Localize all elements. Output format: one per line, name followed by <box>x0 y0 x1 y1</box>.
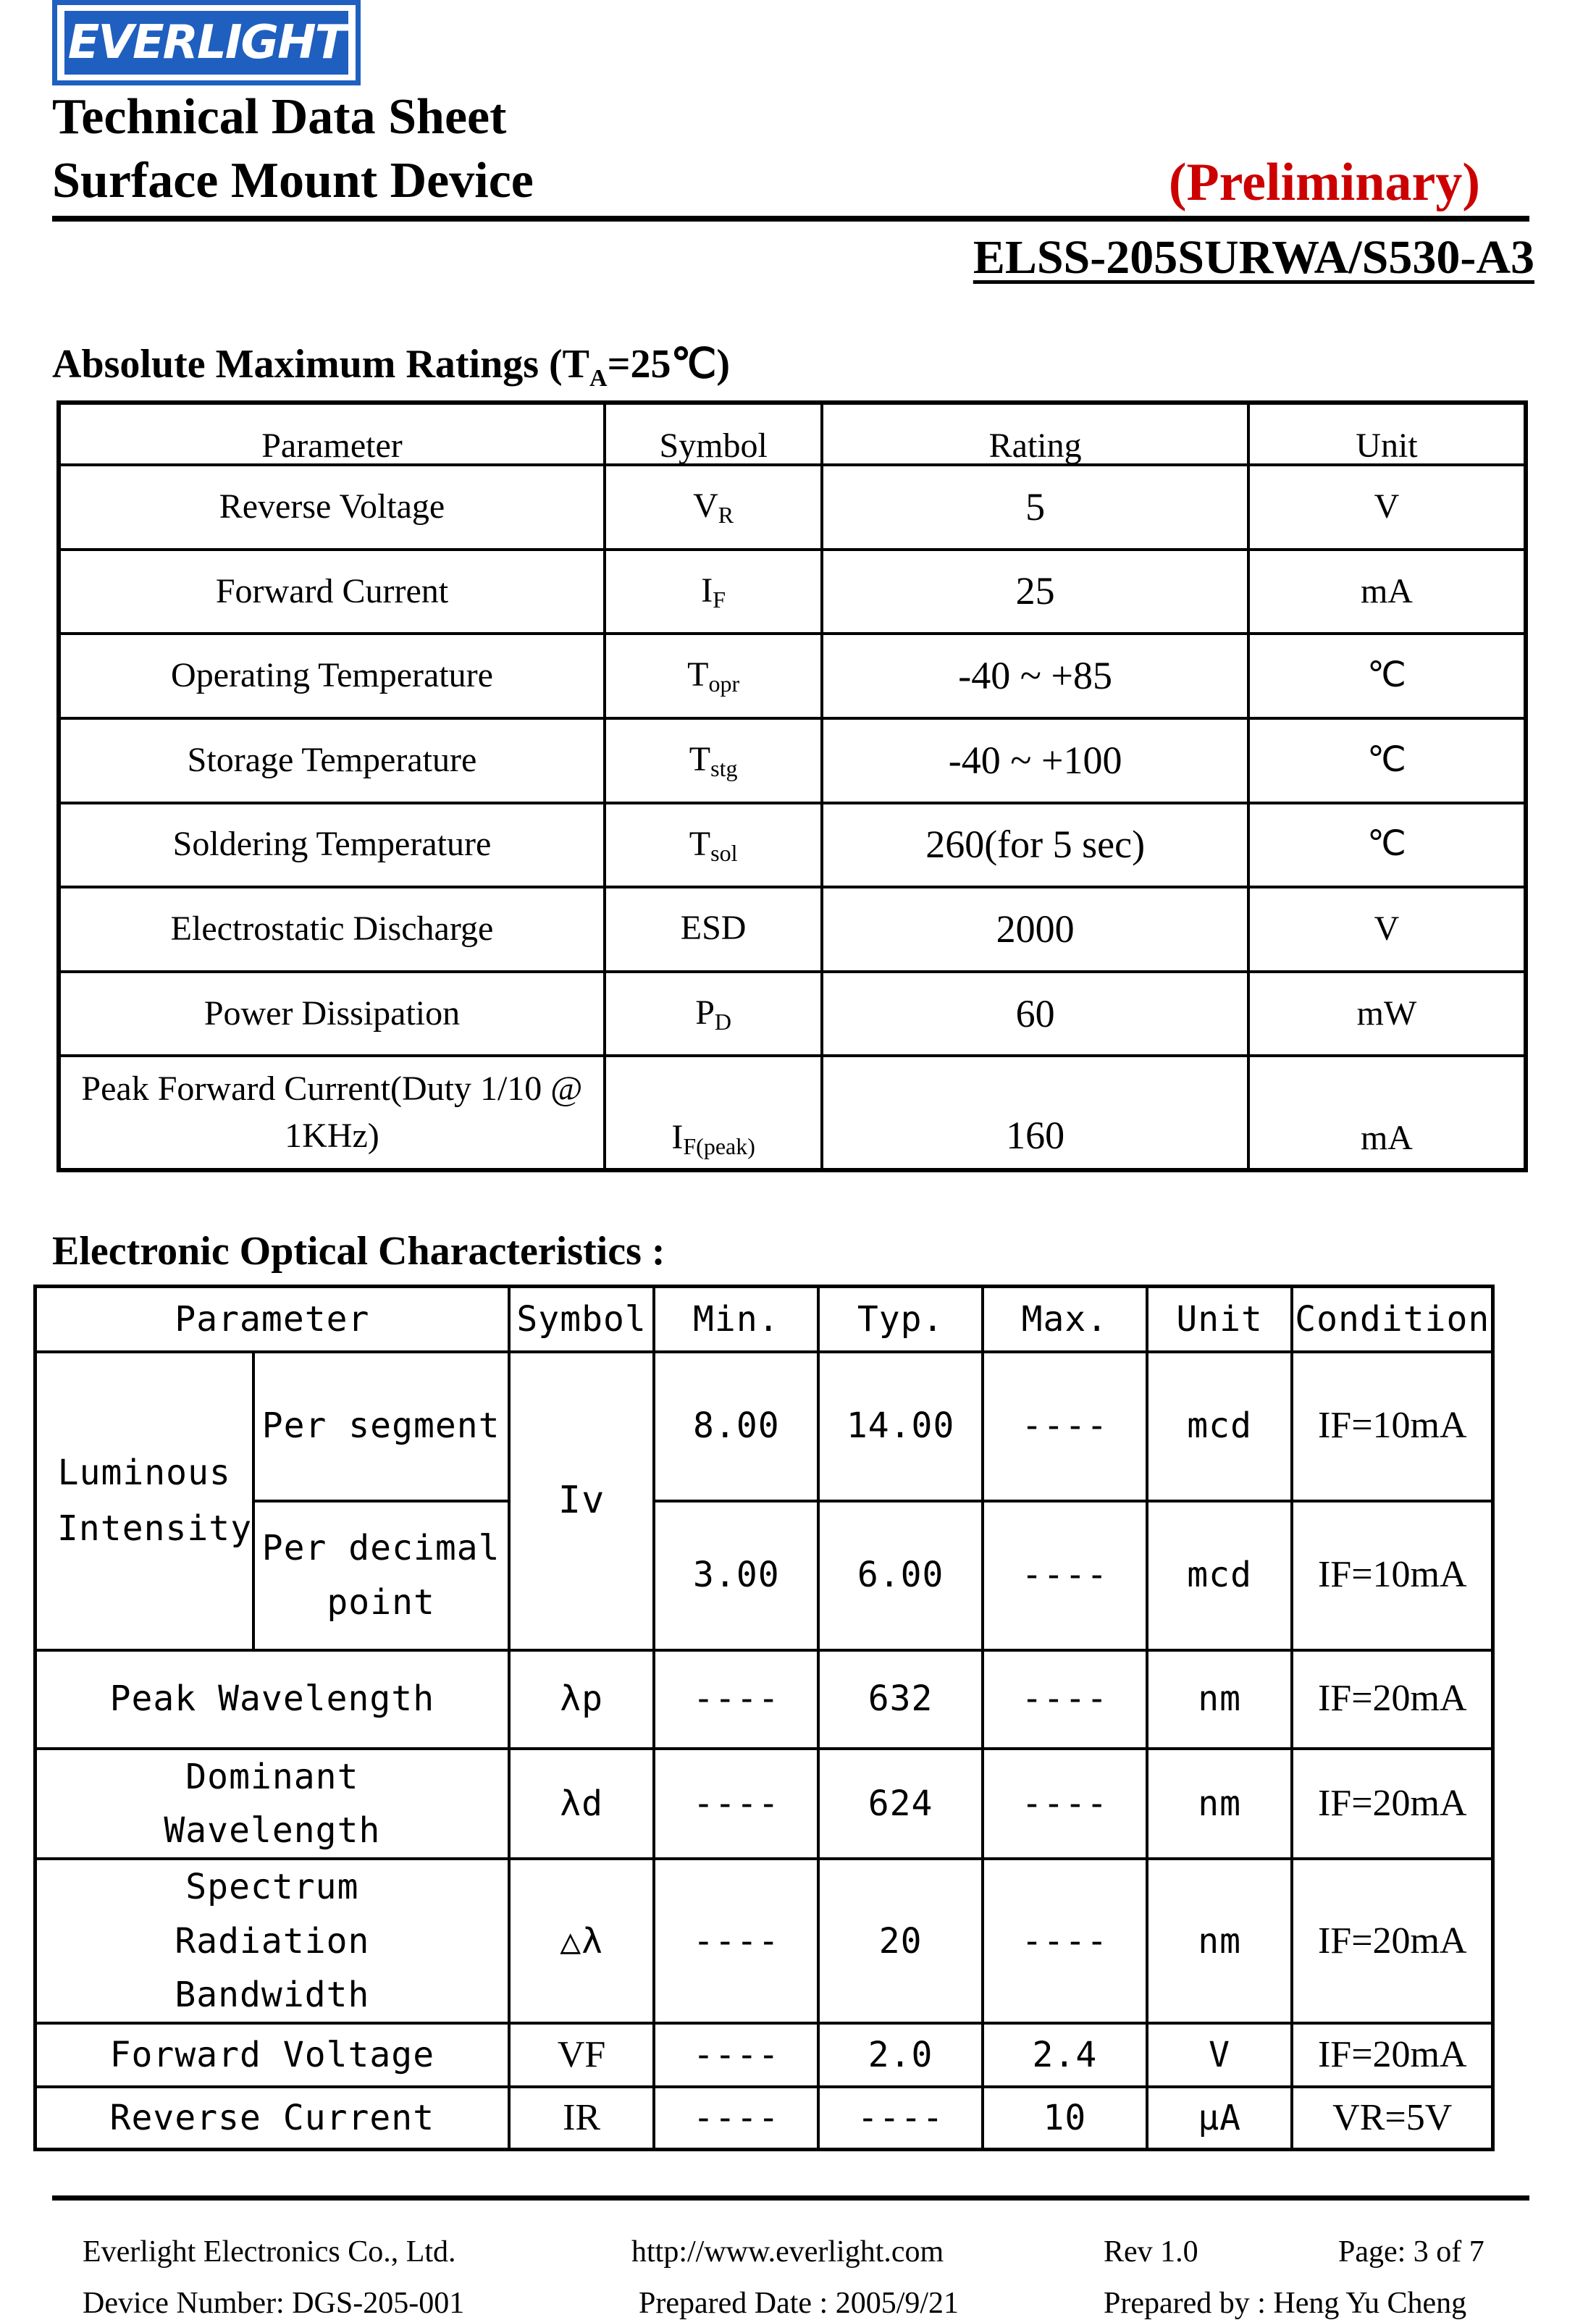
optical-title: Electronic Optical Characteristics : <box>52 1229 665 1274</box>
rating-cell: 160 <box>822 1056 1248 1170</box>
parameter-cell: Soldering Temperature <box>59 803 605 888</box>
typ-cell: ---- <box>818 2087 983 2149</box>
symbol-main: V <box>693 487 718 526</box>
header-parameter: Parameter <box>35 1287 509 1352</box>
parameter-cell: Forward Voltage <box>35 2023 509 2087</box>
min-cell: 3.00 <box>654 1501 818 1650</box>
rating-cell: 60 <box>822 972 1248 1056</box>
unit-cell: mA <box>1248 550 1526 634</box>
header-symbol: Symbol <box>605 403 822 465</box>
header-parameter: Parameter <box>59 403 605 465</box>
document-title-line1: Technical Data Sheet <box>52 89 507 145</box>
header-max: Max. <box>983 1287 1147 1352</box>
rating-cell: 2000 <box>822 887 1248 972</box>
symbol-main: I <box>671 1117 684 1156</box>
typ-cell: 20 <box>818 1859 983 2023</box>
symbol-cell <box>605 550 822 634</box>
table-row <box>59 465 1526 550</box>
min-cell: ---- <box>654 2087 818 2149</box>
parameter-cell: Reverse Voltage <box>59 465 605 550</box>
parameter-cell: Forward Current <box>59 550 605 634</box>
symbol-main: T <box>687 655 709 694</box>
condition-cell: IF=20mA <box>1292 1749 1492 1859</box>
unit-cell: mA <box>1248 1056 1526 1170</box>
table-row <box>35 1749 1493 1859</box>
symbol-main: ESD <box>680 909 747 948</box>
luminous-row <box>35 1352 1493 1501</box>
condition-cell: IF=20mA <box>1292 2023 1492 2087</box>
symbol-sub: F <box>713 586 726 613</box>
header-unit: Unit <box>1147 1287 1293 1352</box>
symbol-cell <box>605 1056 822 1170</box>
unit-cell: V <box>1248 465 1526 550</box>
symbol-cell: VF <box>509 2023 655 2087</box>
table-row <box>59 1056 1526 1170</box>
header-min: Min. <box>654 1287 818 1352</box>
condition-cell: VR=5V <box>1292 2087 1492 2149</box>
luminous-row <box>35 1501 1493 1650</box>
rating-cell: 5 <box>822 465 1248 550</box>
unit-cell: nm <box>1147 1859 1293 2023</box>
symbol-main: T <box>689 824 711 863</box>
parameter-cell: Power Dissipation <box>59 972 605 1056</box>
unit-cell: ℃ <box>1248 803 1526 888</box>
rating-cell: -40 ~ +85 <box>822 634 1248 718</box>
typ-cell: 14.00 <box>818 1352 983 1501</box>
symbol-cell <box>605 465 822 550</box>
absolute-max-table <box>56 400 1528 1172</box>
condition-cell: IF=20mA <box>1292 1650 1492 1749</box>
symbol-sub: R <box>718 502 734 529</box>
rating-cell: -40 ~ +100 <box>822 718 1248 803</box>
symbol-cell <box>605 634 822 718</box>
table-row <box>59 718 1526 803</box>
footer-device-number: Device Number: DGS-205-001 <box>83 2287 465 2320</box>
symbol-cell: λd <box>509 1749 655 1859</box>
max-cell: 10 <box>983 2087 1147 2149</box>
header-symbol: Symbol <box>509 1287 655 1352</box>
parameter-cell: Reverse Current <box>35 2087 509 2149</box>
typ-cell: 2.0 <box>818 2023 983 2087</box>
min-cell: ---- <box>654 1650 818 1749</box>
unit-cell: mW <box>1248 972 1526 1056</box>
absolute-max-header-row <box>59 403 1526 465</box>
footer-prepared-by: Prepared by : Heng Yu Cheng <box>1104 2287 1467 2320</box>
unit-cell: ℃ <box>1248 718 1526 803</box>
max-cell: ---- <box>983 1749 1147 1859</box>
typ-cell: 624 <box>818 1749 983 1859</box>
everlight-logo <box>52 0 361 85</box>
parameter-cell: Peak Wavelength <box>35 1650 509 1749</box>
logo-box <box>64 11 348 75</box>
table-row <box>59 634 1526 718</box>
unit-cell: μA <box>1147 2087 1293 2149</box>
min-cell: ---- <box>654 1749 818 1859</box>
max-cell: 2.4 <box>983 2023 1147 2087</box>
table-row <box>35 1859 1493 2023</box>
parameter-cell: Operating Temperature <box>59 634 605 718</box>
condition-cell: IF=10mA <box>1292 1352 1492 1501</box>
condition-cell: IF=20mA <box>1292 1859 1492 2023</box>
symbol-sub: D <box>714 1009 732 1035</box>
condition-cell: IF=10mA <box>1292 1501 1492 1650</box>
min-cell: 8.00 <box>654 1352 818 1501</box>
header-condition: Condition <box>1292 1287 1492 1352</box>
unit-cell: nm <box>1147 1749 1293 1859</box>
parameter-cell: Electrostatic Discharge <box>59 887 605 972</box>
optical-table <box>33 1285 1495 2151</box>
symbol-cell: Iv <box>509 1352 655 1650</box>
symbol-cell: λp <box>509 1650 655 1749</box>
symbol-cell: △λ <box>509 1859 655 2023</box>
unit-cell: V <box>1147 2023 1293 2087</box>
symbol-cell <box>605 718 822 803</box>
symbol-cell <box>605 803 822 888</box>
symbol-cell: IR <box>509 2087 655 2149</box>
table-row <box>35 1650 1493 1749</box>
unit-cell: V <box>1248 887 1526 972</box>
footer-page: Page: 3 of 7 <box>1338 2235 1484 2269</box>
absolute-max-title: Absolute Maximum Ratings $(T_A=25℃)$ <box>52 342 731 392</box>
typ-cell: 6.00 <box>818 1501 983 1650</box>
footer-rule <box>52 2195 1529 2201</box>
optical-header-row <box>35 1287 1493 1352</box>
max-cell: ---- <box>983 1650 1147 1749</box>
header-unit: Unit <box>1248 403 1526 465</box>
footer-company: Everlight Electronics Co., Ltd. <box>83 2235 456 2269</box>
table-row <box>59 803 1526 888</box>
parameter-cell: Storage Temperature <box>59 718 605 803</box>
typ-cell: 632 <box>818 1650 983 1749</box>
min-cell: ---- <box>654 1859 818 2023</box>
parameter-cell: Spectrum Radiation Bandwidth <box>35 1859 509 2023</box>
header-rating: Rating <box>822 403 1248 465</box>
rating-cell: 25 <box>822 550 1248 634</box>
rating-cell: 260(for 5 sec) <box>822 803 1248 888</box>
min-cell: ---- <box>654 2023 818 2087</box>
parameter-cell: Dominant Wavelength <box>35 1749 509 1859</box>
symbol-sub: opr <box>708 671 740 697</box>
symbol-cell <box>605 972 822 1056</box>
parameter-cell: Peak Forward Current(Duty 1/10 @ 1KHz) <box>59 1056 605 1170</box>
unit-cell: ℃ <box>1248 634 1526 718</box>
symbol-sub: F(peak) <box>683 1132 755 1159</box>
header-rule <box>52 216 1529 222</box>
max-cell: ---- <box>983 1352 1147 1501</box>
luminous-sub-label: Per segment <box>253 1352 509 1501</box>
preliminary-status: (Preliminary) <box>1168 153 1480 212</box>
max-cell: ---- <box>983 1859 1147 2023</box>
luminous-intensity-label: Luminous Intensity <box>35 1352 253 1650</box>
symbol-sub: sol <box>710 839 738 866</box>
logo-text: EVERLIGHT <box>67 16 345 70</box>
unit-cell: mcd <box>1147 1352 1293 1501</box>
table-row <box>35 2087 1493 2149</box>
footer-url[interactable]: http://www.everlight.com <box>631 2235 944 2269</box>
document-title-line2: Surface Mount Device <box>52 153 534 209</box>
symbol-cell <box>605 887 822 972</box>
symbol-main: I <box>701 571 713 610</box>
luminous-sub-label: Per decimal point <box>253 1501 509 1650</box>
table-row <box>59 972 1526 1056</box>
unit-cell: nm <box>1147 1650 1293 1749</box>
max-cell: ---- <box>983 1501 1147 1650</box>
footer-prepared-date: Prepared Date : 2005/9/21 <box>639 2287 959 2320</box>
table-row <box>35 2023 1493 2087</box>
header-typ: Typ. <box>818 1287 983 1352</box>
unit-cell: mcd <box>1147 1501 1293 1650</box>
footer-rev: Rev 1.0 <box>1104 2235 1198 2269</box>
symbol-main: T <box>689 740 711 779</box>
table-row <box>59 887 1526 972</box>
symbol-sub: stg <box>710 755 738 782</box>
table-row <box>59 550 1526 634</box>
symbol-main: P <box>695 993 715 1032</box>
part-number: ELSS-205SURWA/S530-A3 <box>973 231 1534 284</box>
